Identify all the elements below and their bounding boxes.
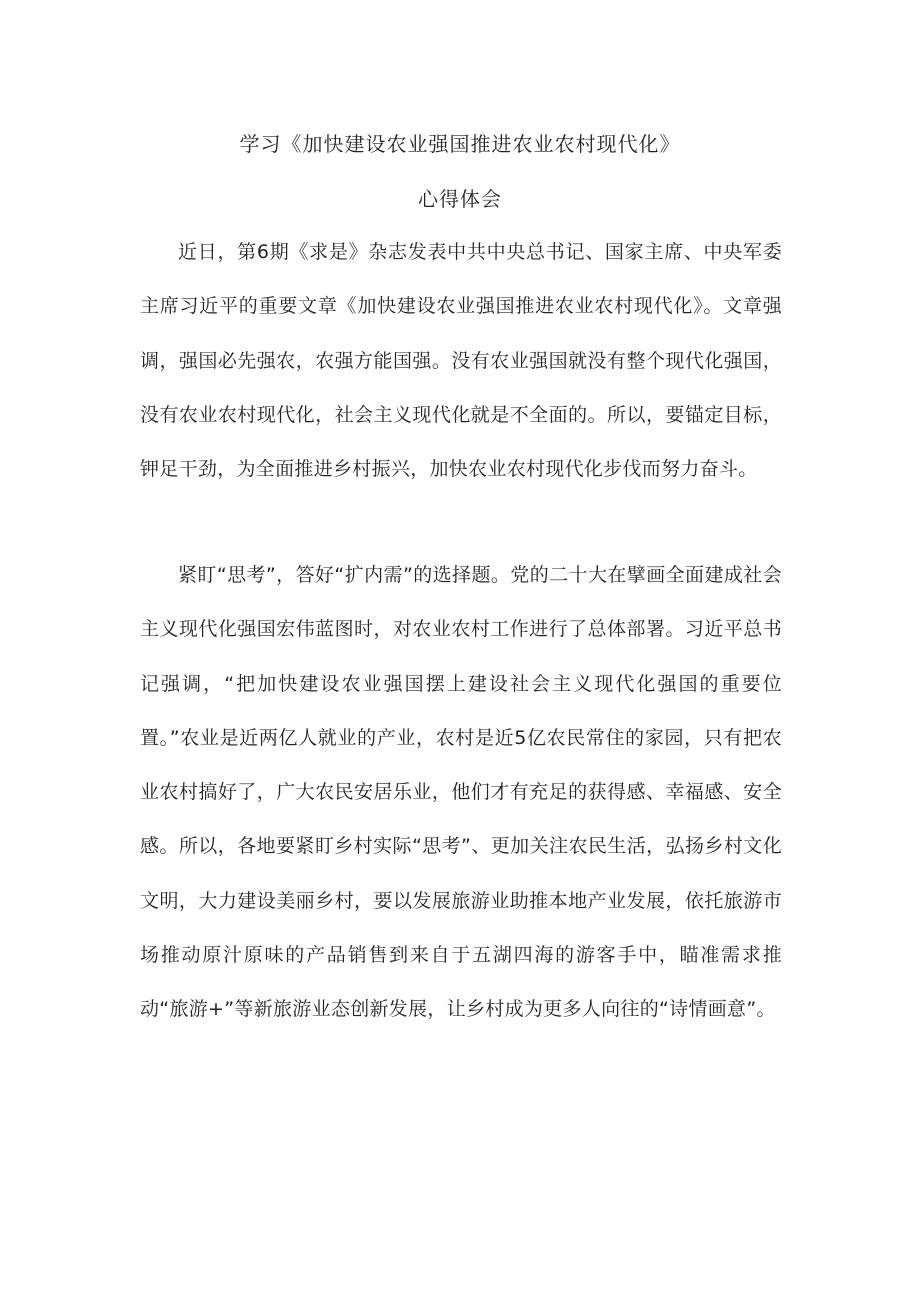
document-subtitle: 心得体会 — [418, 187, 502, 211]
paragraph-1: 近日，第6期《求是》杂志发表中共中央总书记、国家主席、中央军委主席习近平的重要文章《加快建设农业强国推进农业农村现代化》。文章强调，强国必先强农，农强方能国强。没有农业强国就没有整个现代化强国，没有农业农村现代化，社会主义现代化就是不全面的。所以，要锚定目标，钾足干劲，为全面推进乡村振兴，加快农业农村现代化步伐而努力奋斗。 — [140, 241, 782, 481]
document-title: 学习《加快建设农业强国推进农业农村现代化》 — [239, 132, 681, 156]
paragraph-2: 紧盯“思考”，答好“扩内需”的选择题。党的二十大在擘画全面建成社会主义现代化强国宏伟蓝图时，对农业农村工作进行了总体部署。习近平总书记强调，“把加快建设农业强国摆上建设社会主义现代化强国的重要位置。”农业是近两亿人就业的产业，农村是近5亿农民常住的家园，只有把农业农村搞好了，广大农民安居乐业，他们才有充足的获得感、幸福感、安全感。所以，各地要紧盯乡村实际“思考”、更加关注农民生活，弘扬乡村文化文明，大力建设美丽乡村，要以发展旅游业助推本地产业发展，依托旅游市场推动原汁原味的产品销售到来自于五湖四海的游客手中，瞄准需求推动“旅游+”等新旅游业态创新发展，让乡村成为更多人向往的“诗情画意”。 — [140, 564, 782, 1021]
